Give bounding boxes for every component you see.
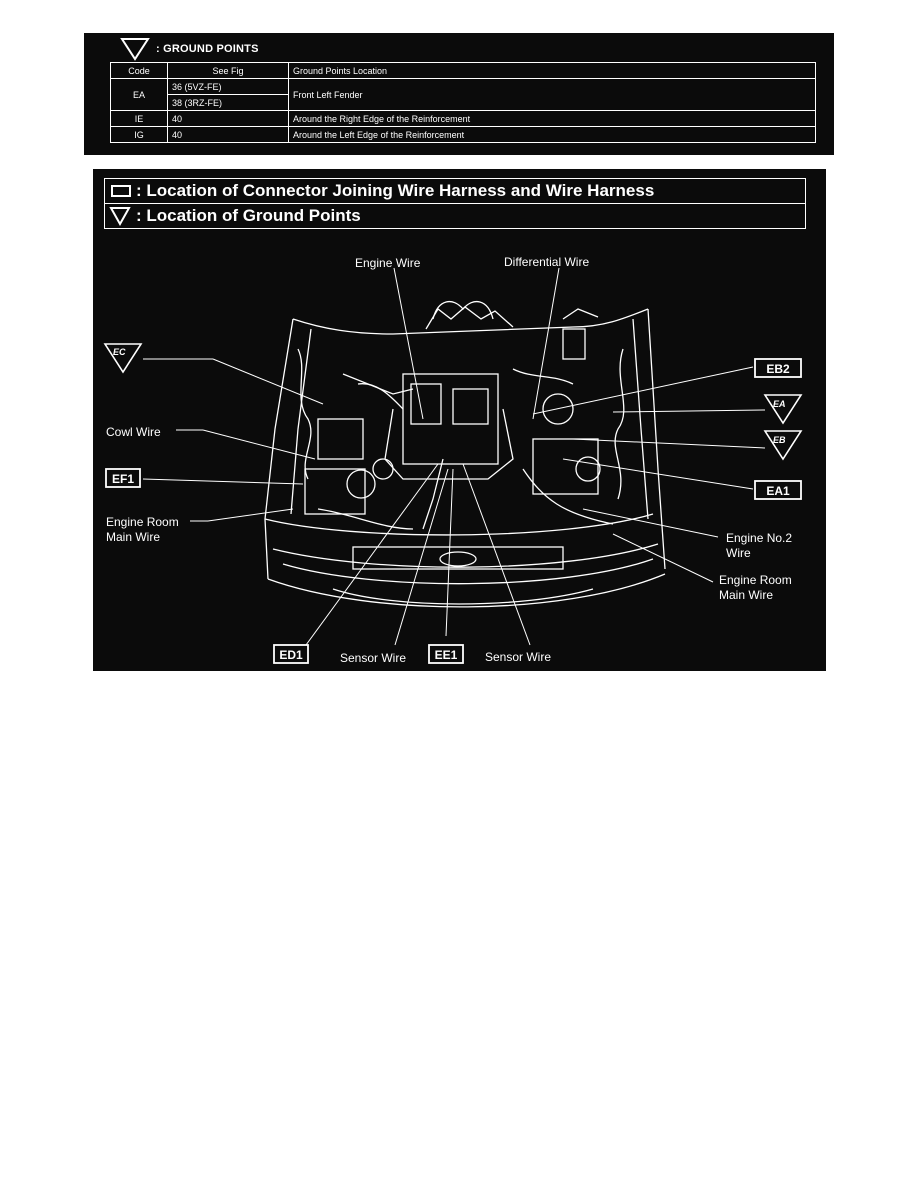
column-header-location: Ground Points Location [289, 63, 816, 79]
label-engine-no2-wire-line2: Wire [726, 546, 751, 560]
cell-code: EA [111, 79, 168, 111]
ground-points-panel [84, 33, 834, 155]
vehicle-outline [265, 302, 665, 607]
connector-code-ef1: EF1 [111, 472, 135, 486]
cell-see-fig: 40 [168, 111, 289, 127]
ground-marker-eb [765, 431, 801, 459]
label-engine-no2-wire-line1: Engine No.2 [726, 531, 793, 545]
cell-location: Around the Left Edge of the Reinforcement [289, 127, 816, 143]
connector-code-ed1: ED1 [279, 648, 303, 662]
cell-location: Around the Right Edge of the Reinforcement [289, 111, 816, 127]
label-cowl-wire: Cowl Wire [106, 425, 161, 439]
ground-points-title: : GROUND POINTS [156, 43, 259, 55]
label-sensor-wire-left: Sensor Wire [340, 651, 407, 665]
ground-code-eb: EB [773, 435, 786, 445]
legend-connector-row [104, 178, 806, 204]
connector-eb2 [755, 359, 801, 377]
label-engine-room-main-wire-left-line1: Engine Room [106, 515, 179, 529]
ground-points-table [110, 62, 816, 143]
legend-connector-text: : Location of Connector Joining Wire Harness and Wire Harness [136, 181, 655, 200]
table-row [111, 79, 816, 95]
cell-see-fig: 36 (5VZ-FE) [168, 79, 289, 95]
table-row [111, 127, 816, 143]
label-engine-room-main-wire-right-line1: Engine Room [719, 573, 792, 587]
ground-marker-ea [765, 395, 801, 423]
legend-ground-row [104, 203, 806, 229]
cell-code: IE [111, 111, 168, 127]
cell-code: IG [111, 127, 168, 143]
leader-lines [143, 268, 765, 645]
label-sensor-wire-right: Sensor Wire [485, 650, 552, 664]
connector-ed1 [274, 645, 308, 663]
connector-ee1 [429, 645, 463, 663]
table-row [111, 111, 816, 127]
label-engine-room-main-wire-left-line2: Main Wire [106, 530, 161, 544]
ground-marker-ec [105, 344, 141, 372]
connector-code-ee1: EE1 [434, 648, 458, 662]
label-differential-wire: Differential Wire [504, 255, 590, 269]
table-header-row [111, 63, 816, 79]
column-header-see-fig: See Fig [168, 63, 289, 79]
connector-code-ea1: EA1 [766, 484, 790, 498]
ground-triangle-icon [109, 206, 131, 226]
connector-rectangle-icon [111, 185, 131, 197]
column-header-code: Code [111, 63, 168, 79]
cell-see-fig: 40 [168, 127, 289, 143]
ground-code-ec: EC [113, 347, 126, 357]
cell-see-fig: 38 (3RZ-FE) [168, 95, 289, 111]
label-engine-wire: Engine Wire [355, 256, 421, 270]
label-engine-room-main-wire-right-line2: Main Wire [719, 588, 774, 602]
connector-ea1 [755, 481, 801, 499]
wire-harness-diagram-panel [93, 169, 826, 671]
ground-triangle-icon [120, 37, 150, 61]
legend-ground-text: : Location of Ground Points [136, 206, 361, 225]
cell-location: Front Left Fender [289, 79, 816, 111]
connector-ef1 [106, 469, 140, 487]
ground-points-header [120, 37, 259, 61]
engine-compartment-diagram [93, 169, 826, 671]
connector-code-eb2: EB2 [766, 362, 790, 376]
ground-code-ea: EA [773, 399, 786, 409]
